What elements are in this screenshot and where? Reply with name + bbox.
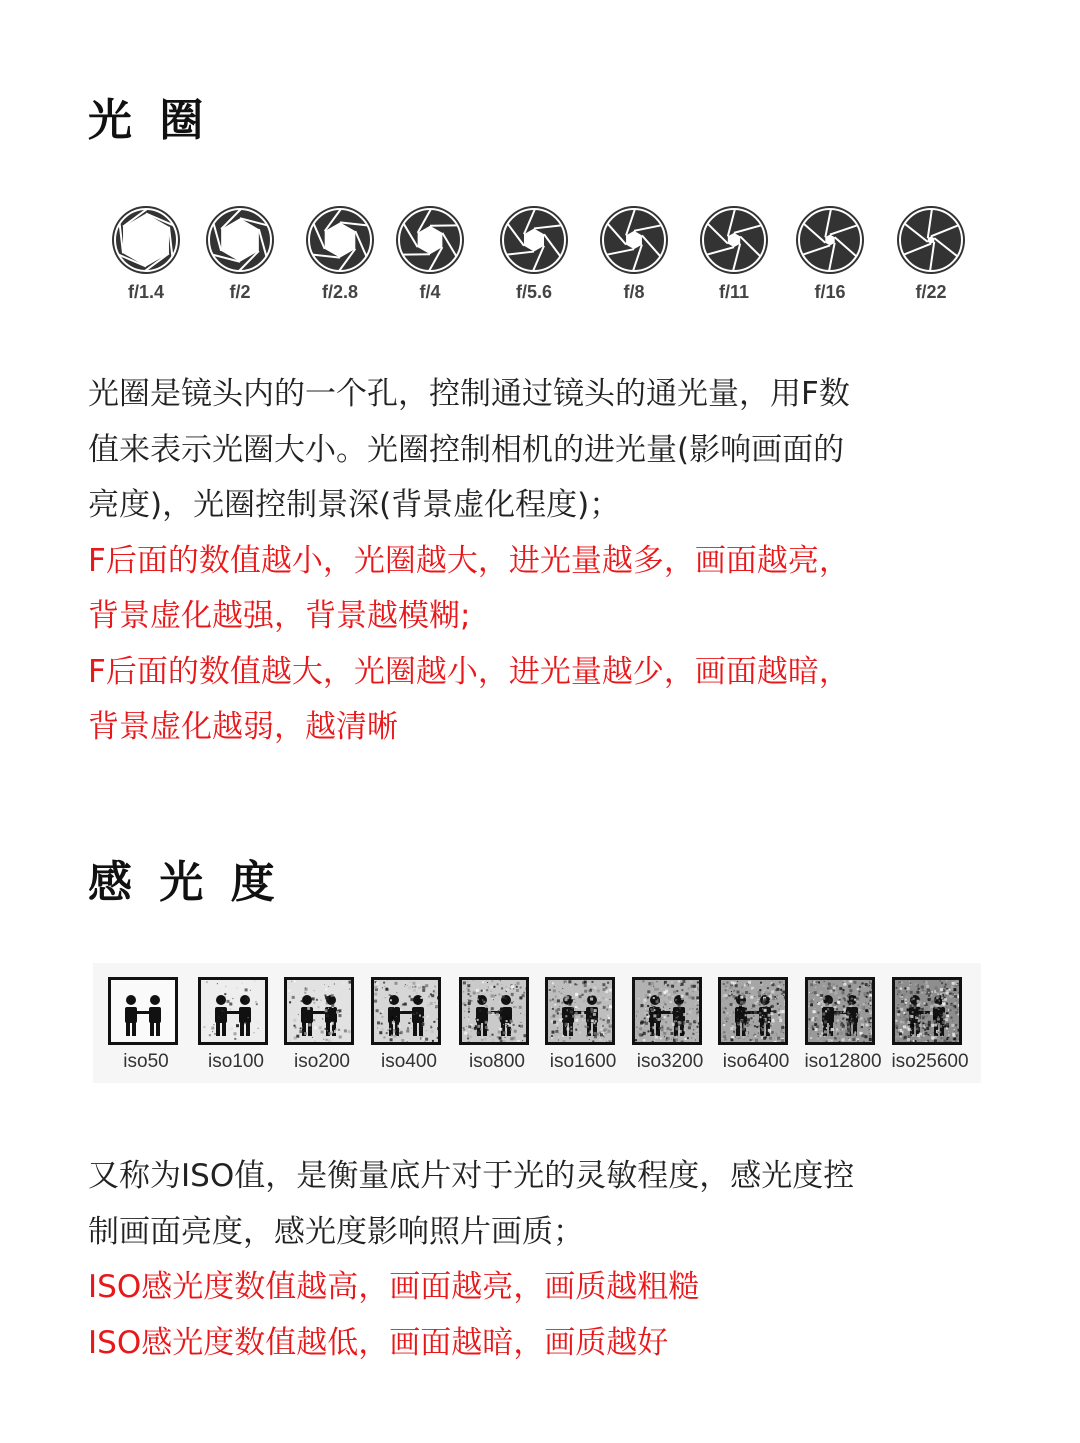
aperture-stop-5 <box>484 196 584 316</box>
iso-value-label: iso3200 <box>636 1051 704 1072</box>
aperture-stop-1 <box>96 196 196 316</box>
iso-sample-frame <box>632 977 702 1045</box>
iso-sample-frame <box>545 977 615 1045</box>
aperture-stop-label: f/8 <box>623 282 645 302</box>
aperture-section-title: 光 圈 <box>88 95 210 146</box>
aperture-highlight-line: F后面的数值越大，光圈越小，进光量越少，画面越暗， <box>88 653 850 690</box>
aperture-stop-label: f/1.4 <box>127 282 165 302</box>
aperture-diaphragm-icon <box>596 202 672 278</box>
iso-highlight-line: ISO感光度数值越低，画面越暗，画质越好 <box>88 1324 669 1361</box>
iso-value-label: iso1600 <box>549 1051 617 1072</box>
iso-value-label: iso6400 <box>722 1051 790 1072</box>
aperture-description-line: 亮度)，光圈控制景深(背景虚化程度)； <box>88 487 621 523</box>
aperture-stop-6 <box>584 196 684 316</box>
aperture-stop-label: f/5.6 <box>515 282 553 302</box>
aperture-diaphragm-icon <box>202 202 278 278</box>
two-people-icon <box>721 980 785 1042</box>
aperture-diaphragm-icon <box>302 202 378 278</box>
two-people-icon <box>111 980 175 1042</box>
aperture-stop-label: f/22 <box>915 282 947 302</box>
iso-value-label: iso50 <box>123 1051 169 1072</box>
iso-sample-frame <box>892 977 962 1045</box>
iso-sample-frame <box>718 977 788 1045</box>
iso-value-label: iso25600 <box>891 1051 969 1072</box>
aperture-stop-2 <box>190 196 290 316</box>
iso-value-label: iso800 <box>469 1051 525 1072</box>
aperture-stop-label: f/11 <box>718 282 750 302</box>
aperture-stop-label: f/2 <box>229 282 251 302</box>
two-people-icon <box>201 980 265 1042</box>
aperture-stops-illustration <box>96 196 986 316</box>
iso-sample-frame <box>371 977 441 1045</box>
aperture-diaphragm-icon <box>893 202 969 278</box>
two-people-icon <box>462 980 526 1042</box>
aperture-stop-label: f/4 <box>419 282 441 302</box>
aperture-diaphragm-icon <box>792 202 868 278</box>
iso-value-label: iso200 <box>294 1051 350 1072</box>
aperture-diaphragm-icon <box>696 202 772 278</box>
aperture-description-line: 值来表示光圈大小。光圈控制相机的进光量(影响画面的 <box>88 431 845 468</box>
iso-value-label: iso100 <box>208 1051 264 1072</box>
aperture-stop-3 <box>290 196 390 316</box>
iso-description <box>88 1149 998 1371</box>
two-people-icon <box>808 980 872 1042</box>
iso-description-line: 制画面亮度，感光度影响照片画质； <box>88 1213 584 1250</box>
aperture-highlight-line: 背景虚化越弱，越清晰 <box>88 709 398 745</box>
iso-sample-frame <box>284 977 354 1045</box>
two-people-icon <box>374 980 438 1042</box>
two-people-icon <box>287 980 351 1042</box>
two-people-icon <box>548 980 612 1042</box>
aperture-stop-9 <box>881 196 981 316</box>
iso-section-title: 感 光 度 <box>88 857 281 908</box>
iso-sample-frame <box>198 977 268 1045</box>
two-people-icon <box>635 980 699 1042</box>
aperture-stop-label: f/2.8 <box>321 282 359 302</box>
aperture-highlight-line: F后面的数值越小，光圈越大，进光量越多，画面越亮， <box>88 542 850 579</box>
aperture-highlight-line: 背景虚化越强，背景越模糊; <box>88 598 471 634</box>
iso-value-label: iso12800 <box>804 1051 882 1072</box>
aperture-stop-label: f/16 <box>814 282 846 302</box>
iso-sample-frame <box>805 977 875 1045</box>
iso-sample-frame <box>108 977 178 1045</box>
iso-value-label: iso400 <box>381 1051 437 1072</box>
aperture-description <box>88 367 998 756</box>
iso-sample-frame <box>459 977 529 1045</box>
aperture-diaphragm-icon <box>392 202 468 278</box>
iso-description-line: 又称为ISO值，是衡量底片对于光的灵敏程度，感光度控 <box>88 1158 855 1194</box>
aperture-stop-7 <box>684 196 784 316</box>
aperture-stop-8 <box>780 196 880 316</box>
aperture-diaphragm-icon <box>496 202 572 278</box>
aperture-diaphragm-icon <box>108 202 184 278</box>
aperture-stop-4 <box>380 196 480 316</box>
iso-comparison-illustration <box>93 963 981 1083</box>
iso-highlight-line: ISO感光度数值越高，画面越亮，画质越粗糙 <box>88 1269 700 1305</box>
two-people-icon <box>895 980 959 1042</box>
aperture-description-line: 光圈是镜头内的一个孔，控制通过镜头的通光量，用F数 <box>88 376 850 412</box>
